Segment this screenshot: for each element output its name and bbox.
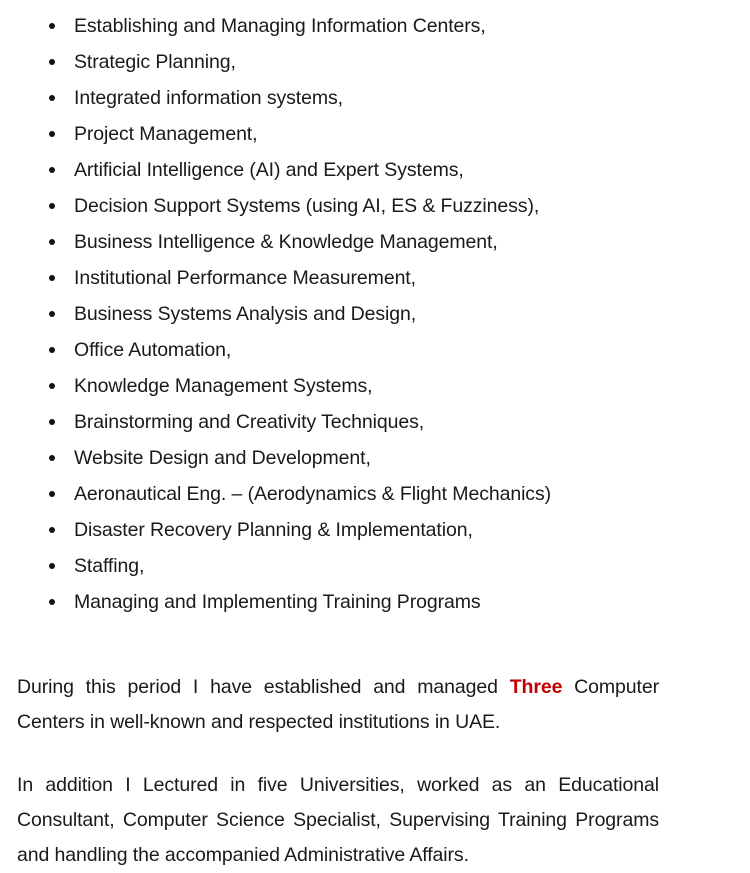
paragraph-2-text: In addition I Lectured in five Universities, worked as an Educational Consultant, Computer Science Specialist, Supervising Training Programs and handling the accompanied Administrative Affairs. [17, 773, 659, 866]
skill-list-item-label: Artificial Intelligence (AI) and Expert Systems, [74, 159, 464, 181]
bullet-point-icon [49, 491, 55, 497]
skill-list-item [0, 260, 750, 296]
bullet-point-icon [49, 59, 55, 65]
bullet-point-icon [49, 23, 55, 29]
paragraph-computer-centers [17, 670, 659, 740]
skill-list-item [0, 296, 750, 332]
skill-list-item [0, 440, 750, 476]
skill-list-item-label: Disaster Recovery Planning & Implementation, [74, 519, 473, 541]
skill-list-item [0, 404, 750, 440]
skill-list-item-label: Aeronautical Eng. – (Aerodynamics & Flight Mechanics) [74, 483, 552, 505]
paragraph-lecturing-experience [17, 768, 659, 873]
skill-list-item-label: Managing and Implementing Training Programs [74, 591, 481, 613]
skill-list-item [0, 368, 750, 404]
skill-list-item-label: Brainstorming and Creativity Techniques, [74, 411, 425, 433]
skill-list-item-label: Project Management, [74, 123, 258, 145]
bullet-point-icon [49, 599, 55, 605]
skill-list-item-label: Strategic Planning, [74, 51, 236, 73]
bullet-point-icon [49, 419, 55, 425]
skill-list-item [0, 332, 750, 368]
skill-list-item [0, 584, 750, 620]
skill-list-item-label: Office Automation, [74, 339, 232, 361]
paragraph-1-text-after: Computer Centers in well-known and respected institutions in UAE. [17, 675, 660, 733]
paragraph-1-text-before: During this period I have established and managed [17, 675, 510, 698]
skills-bullet-list [0, 8, 750, 620]
skill-list-item-label: Business Systems Analysis and Design, [74, 303, 417, 325]
skill-list-item-label: Institutional Performance Measurement, [74, 267, 416, 289]
skill-list-item-label: Decision Support Systems (using AI, ES & Fuzziness), [74, 195, 540, 217]
skill-list-item-label: Website Design and Development, [74, 447, 371, 469]
skill-list-item [0, 8, 750, 44]
skill-list-item-label: Staffing, [74, 555, 145, 577]
skill-list-item-label: Business Intelligence & Knowledge Management, [74, 231, 498, 253]
bullet-point-icon [49, 167, 55, 173]
skill-list-item [0, 476, 750, 512]
skill-list-item-label: Establishing and Managing Information Centers, [74, 15, 486, 37]
skill-list-item [0, 548, 750, 584]
bullet-point-icon [49, 275, 55, 281]
skill-list-item-label: Integrated information systems, [74, 87, 343, 109]
skill-list-item [0, 116, 750, 152]
skill-list-item [0, 80, 750, 116]
bullet-point-icon [49, 527, 55, 533]
skill-list-item [0, 224, 750, 260]
bullet-point-icon [49, 239, 55, 245]
skill-list-item [0, 152, 750, 188]
skill-list-item [0, 44, 750, 80]
bullet-point-icon [49, 95, 55, 101]
bullet-point-icon [49, 131, 55, 137]
bullet-point-icon [49, 311, 55, 317]
bullet-point-icon [49, 203, 55, 209]
bullet-point-icon [49, 563, 55, 569]
skill-list-item-label: Knowledge Management Systems, [74, 375, 373, 397]
bullet-point-icon [49, 455, 55, 461]
skill-list-item [0, 512, 750, 548]
highlight-three: Three [509, 675, 563, 698]
bullet-point-icon [49, 383, 55, 389]
bullet-point-icon [49, 347, 55, 353]
skill-list-item [0, 188, 750, 224]
